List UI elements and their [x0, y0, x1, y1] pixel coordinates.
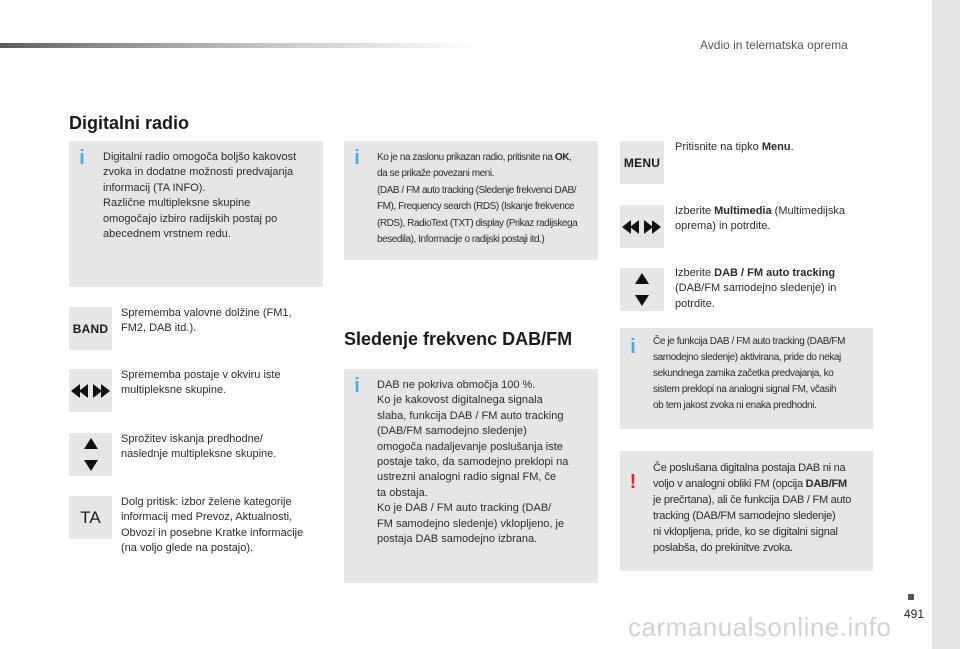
menu-button-icon — [620, 141, 664, 184]
info-box-digital-radio — [69, 141, 323, 287]
info-box-menu-ok — [344, 141, 598, 260]
info-text: DAB ne pokriva območja 100 %. Ko je kakovost digitalnega signala slaba, funkcija DAB / FM auto tracking (DAB/FM samodejno sledenje) omogoča nadaljevanje poslušanja iste postaje tako, da samodejno preklopi na ustrezni analogni radio signal FM, če ta obstaja. Ko je DAB / FM auto tracking (DAB/ FM samodejno sledenje) vklopljeno, je postaja DAB samodejno izbrana. — [377, 379, 569, 546]
band-button-icon — [69, 307, 112, 350]
seek-left-right-icon — [69, 369, 112, 412]
info-text: Ko je na zaslonu prikazan radio, pritisnite na OK, da se prikaže povezani meni. (DAB / FM auto tracking (Sledenje frekvenci DAB/ FM), Frequency search (RDS) (Iskanje frekvence (RDS), RadioText (TXT) display (Prikaz radijskega besedila), Informacije o radijski postaji itd.) — [377, 152, 578, 246]
step-press-menu: Pritisnite na tipko Menu. — [675, 141, 794, 153]
up-down-icon — [635, 273, 649, 307]
step-select-multimedia: Izberite Multimedia (Multimedijska oprema) in potrdite. — [675, 205, 845, 233]
info-icon: i — [354, 375, 360, 397]
info-icon: i — [79, 147, 85, 169]
ta-button-icon — [69, 496, 112, 539]
menu-label: MENU — [623, 155, 661, 170]
up-down-arrows-icon — [620, 268, 664, 311]
band-label: BAND — [72, 321, 109, 336]
warning-box-sound-interruption — [620, 451, 873, 571]
watermark: carmanualsonline.info — [628, 612, 892, 642]
ta-label: TA — [80, 507, 101, 527]
info-box-dab-coverage — [344, 369, 598, 583]
double-arrows-icon — [71, 383, 111, 399]
double-arrows-icon — [622, 219, 662, 235]
multiplex-search-description: Sprožitev iskanja predhodne/ naslednje multipleksne skupine. — [121, 433, 277, 461]
step-select-dab-fm: Izberite DAB / FM auto tracking (DAB/FM samodejno sledenje) in potrdite. — [675, 267, 837, 310]
warning-text: Če poslušana digitalna postaja DAB ni na voljo v analogni obliki FM (opcija DAB/FM je prečrtana), ali če funkcija DAB / FM auto tracking (DAB/FM samodejno sledenje) ni vklopljena, pride, ko se digitalni signal poslabša, do prekinitve zvoka. — [653, 462, 852, 554]
info-box-tracking-delay — [620, 328, 873, 429]
page-side-strip — [932, 0, 960, 649]
section-title: Avdio in telematska oprema — [700, 38, 848, 52]
info-text: Digitalni radio omogoča boljšo kakovost zvoka in dodatne možnosti predvajanja informacij (TA INFO). Različne multipleksne skupine omogočajo izbiro radijskih postaj po abecednem vrstnem redu. — [103, 151, 297, 241]
info-icon: i — [354, 147, 360, 169]
warning-icon: ! — [629, 471, 637, 493]
up-down-arrows-icon — [69, 433, 112, 476]
info-text: Če je funkcija DAB / FM auto tracking (DAB/FM samodejno sledenje) aktivirana, pride do nekaj sekundnega zamika začetka predvajanja, ko sistem preklopi na analogni signal FM, včasih ob tem jakost zvoka ni enaka predhodni. — [653, 336, 846, 411]
heading-digital-radio: Digitalni radio — [69, 113, 190, 133]
band-description: Sprememba valovne dolžine (FM1, FM2, DAB itd.). — [121, 307, 292, 335]
header-gradient-bar — [0, 43, 480, 48]
info-icon: i — [630, 336, 636, 358]
ta-description: Dolg pritisk: izbor želene kategorije informacij med Prevoz, Aktualnosti, Obvozi in posebne Kratke informacije (na voljo glede na postajo). — [121, 496, 304, 555]
page-number: 491 — [904, 607, 925, 621]
page-marker — [908, 594, 914, 600]
heading-dab-fm-tracking: Sledenje frekvenc DAB/FM — [344, 329, 573, 349]
up-down-icon — [84, 438, 98, 472]
seek-description: Sprememba postaje v okviru iste multipleksne skupine. — [121, 369, 281, 397]
seek-left-right-icon — [620, 205, 664, 248]
